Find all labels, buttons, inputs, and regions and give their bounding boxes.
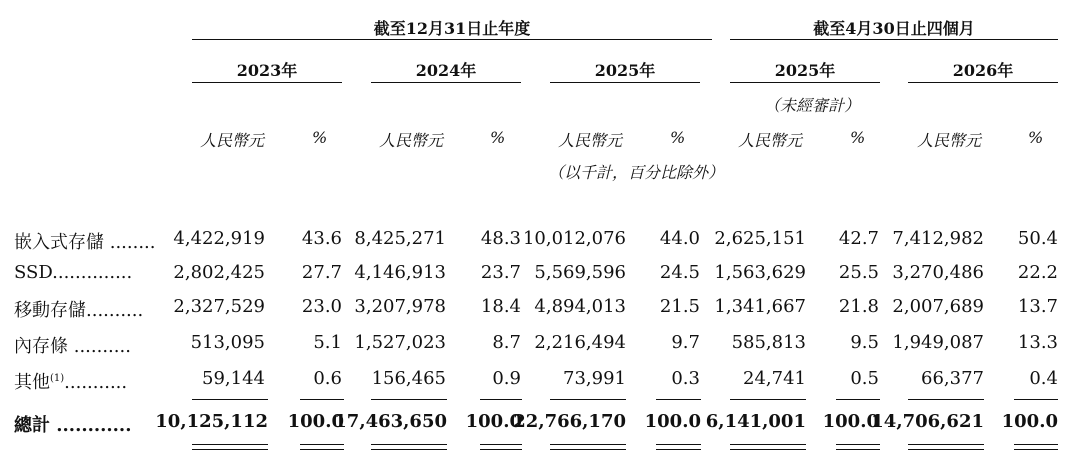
- table-cell: 0.5: [850, 368, 879, 389]
- table-cell: 22.2: [1017, 262, 1058, 283]
- year-header: 2025年: [594, 61, 656, 80]
- percent-header: %: [1028, 128, 1044, 147]
- total-cell: 10,125,112: [155, 411, 268, 432]
- table-cell: 2,625,151: [714, 228, 806, 249]
- currency-header: 人民幣元: [200, 131, 265, 150]
- table-cell: 23.0: [301, 296, 342, 317]
- total-cell: 100.0: [822, 411, 879, 432]
- table-cell: 9.7: [671, 332, 700, 353]
- table-cell: 50.4: [1017, 228, 1058, 249]
- divider: [1014, 399, 1058, 400]
- table-cell: 0.4: [1029, 368, 1058, 389]
- row-label: [14, 368, 127, 394]
- table-cell: 18.4: [480, 296, 521, 317]
- table-cell: 21.5: [659, 296, 700, 317]
- total-cell: 100.0: [644, 411, 701, 432]
- table-cell: 3,207,978: [354, 296, 446, 317]
- footnote-marker: (1): [50, 373, 65, 384]
- table-cell: 8,425,271: [354, 228, 446, 249]
- table-cell: 48.3: [480, 228, 521, 249]
- header-year-group: 截至12月31日止年度: [373, 19, 531, 38]
- double-underline: [908, 444, 984, 450]
- double-underline: [480, 444, 522, 450]
- table-cell: 73,991: [563, 368, 626, 389]
- year-header: 2023年: [236, 61, 298, 80]
- divider: [192, 39, 712, 40]
- table-cell: 0.6: [313, 368, 342, 389]
- divider: [371, 82, 521, 83]
- table-cell: 44.0: [659, 228, 700, 249]
- table-cell: 2,327,529: [173, 296, 265, 317]
- divider: [908, 82, 1058, 83]
- table-cell: 4,146,913: [354, 262, 446, 283]
- table-cell: 5,569,596: [534, 262, 626, 283]
- unit-note: （以千計，百分比除外）: [548, 163, 725, 182]
- table-cell: 1,527,023: [354, 332, 446, 353]
- table-cell: 4,894,013: [534, 296, 626, 317]
- double-underline: [1014, 444, 1058, 450]
- year-header: 2024年: [415, 61, 477, 80]
- row-label: 移動存儲..........: [14, 300, 144, 321]
- currency-header: 人民幣元: [379, 131, 444, 150]
- table-cell: 4,422,919: [173, 228, 265, 249]
- total-cell: 17,463,650: [334, 411, 447, 432]
- divider: [836, 399, 880, 400]
- divider: [730, 82, 880, 83]
- table-cell: 25.5: [838, 262, 879, 283]
- row-label: SSD..............: [14, 262, 133, 283]
- table-cell: 66,377: [921, 368, 984, 389]
- percent-header: %: [312, 128, 328, 147]
- currency-header: 人民幣元: [917, 131, 982, 150]
- table-cell: 59,144: [202, 368, 265, 389]
- total-cell: 100.0: [465, 411, 522, 432]
- table-cell: 0.9: [492, 368, 521, 389]
- divider: [550, 399, 626, 400]
- table-cell: 42.7: [838, 228, 879, 249]
- row-label: 嵌入式存儲 ........: [14, 232, 156, 253]
- total-label: 總計 ............: [14, 415, 132, 436]
- table-cell: 1,949,087: [892, 332, 984, 353]
- table-cell: 13.3: [1017, 332, 1058, 353]
- table-cell: 7,412,982: [892, 228, 984, 249]
- table-cell: 513,095: [190, 332, 265, 353]
- table-cell: 2,216,494: [534, 332, 626, 353]
- table-cell: 585,813: [731, 332, 806, 353]
- double-underline: [836, 444, 880, 450]
- table-cell: 23.7: [480, 262, 521, 283]
- table-cell: 9.5: [850, 332, 879, 353]
- table-cell: 3,270,486: [892, 262, 984, 283]
- table-cell: 2,802,425: [173, 262, 265, 283]
- table-cell: 2,007,689: [892, 296, 984, 317]
- year-header: 2026年: [952, 61, 1014, 80]
- row-label-leader: ...........: [64, 372, 128, 393]
- row-label-text: 其他: [14, 372, 50, 393]
- total-cell: 14,706,621: [871, 411, 984, 432]
- divider: [550, 82, 700, 83]
- table-cell: 8.7: [492, 332, 521, 353]
- currency-header: 人民幣元: [738, 131, 803, 150]
- divider: [656, 399, 701, 400]
- header-four-month-group: 截至4月30日止四個月: [813, 19, 975, 38]
- unaudited-note: （未經審計）: [764, 96, 861, 115]
- double-underline: [656, 444, 701, 450]
- table-cell: 0.3: [671, 368, 700, 389]
- percent-header: %: [850, 128, 866, 147]
- table-cell: 13.7: [1017, 296, 1058, 317]
- total-cell: 100.0: [287, 411, 344, 432]
- table-cell: 1,563,629: [714, 262, 806, 283]
- divider: [480, 399, 522, 400]
- divider: [908, 399, 984, 400]
- double-underline: [550, 444, 626, 450]
- table-cell: 21.8: [838, 296, 879, 317]
- divider: [300, 399, 344, 400]
- total-cell: 22,766,170: [513, 411, 626, 432]
- total-cell: 6,141,001: [705, 411, 806, 432]
- row-label: 內存條 ..........: [14, 336, 131, 357]
- double-underline: [730, 444, 806, 450]
- currency-header: 人民幣元: [558, 131, 623, 150]
- divider: [192, 82, 342, 83]
- year-header: 2025年: [774, 61, 836, 80]
- divider: [371, 399, 447, 400]
- table-cell: 10,012,076: [522, 228, 626, 249]
- total-cell: 100.0: [1001, 411, 1058, 432]
- double-underline: [192, 444, 268, 450]
- double-underline: [300, 444, 344, 450]
- percent-header: %: [670, 128, 686, 147]
- percent-header: %: [490, 128, 506, 147]
- divider: [192, 399, 268, 400]
- table-cell: 24.5: [659, 262, 700, 283]
- table-cell: 24,741: [743, 368, 806, 389]
- divider: [730, 39, 1058, 40]
- table-cell: 1,341,667: [714, 296, 806, 317]
- divider: [730, 399, 806, 400]
- table-cell: 5.1: [313, 332, 342, 353]
- table-cell: 43.6: [301, 228, 342, 249]
- table-cell: 27.7: [301, 262, 342, 283]
- double-underline: [371, 444, 447, 450]
- table-cell: 156,465: [371, 368, 446, 389]
